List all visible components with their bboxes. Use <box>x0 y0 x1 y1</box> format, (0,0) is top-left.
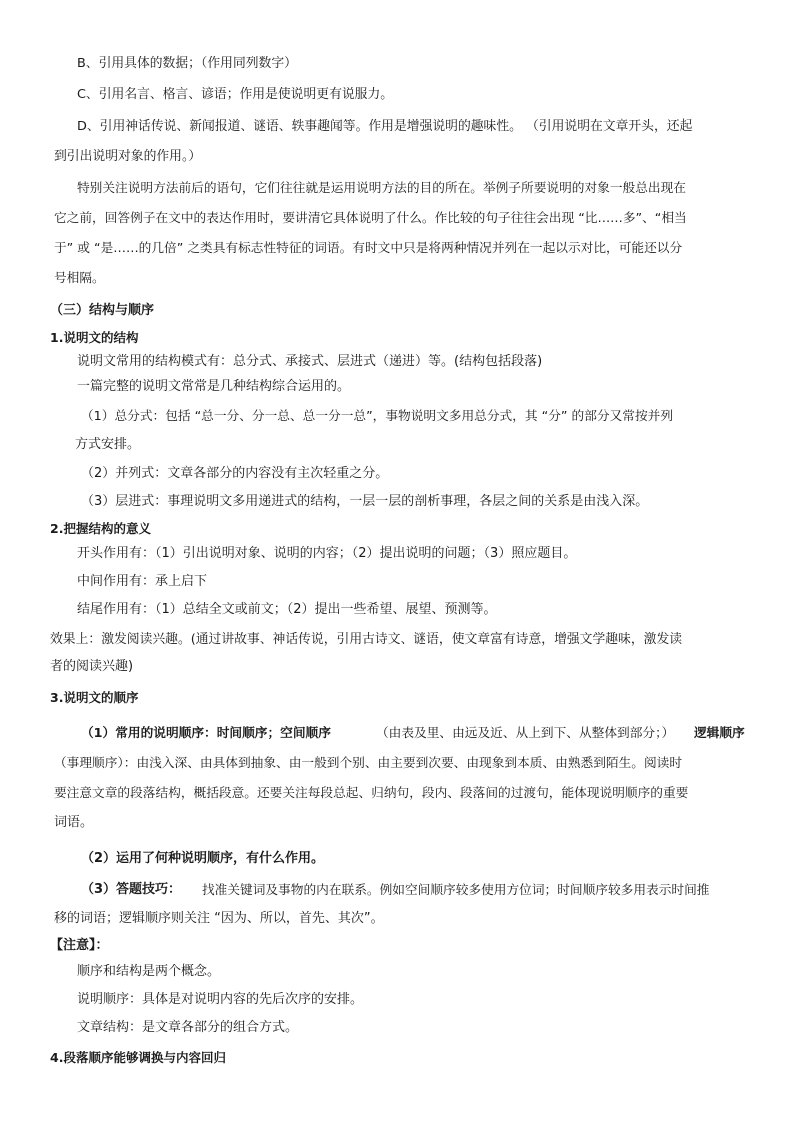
text-line: 结尾作用有：（1）总结全文或前文；（2）提出一些希望、展望、预测等。 <box>77 602 497 617</box>
text-line: （3）层进式：事理说明文多用递进式的结构，一层一层的剖析事理，各层之间的关系是由浅入深。 <box>81 494 649 509</box>
text-line-bold: （2）运用了何种说明顺序，有什么作用。 <box>81 851 325 866</box>
text-line: 一篇完整的说明文常常是几种结构综合运用的。 <box>77 379 351 394</box>
text-line-bold: （1）常用的说明顺序：时间顺序；空间顺序 <box>81 725 331 740</box>
text-line: C、引用名言、格言、谚语；作用是使说明更有说服力。 <box>77 87 394 102</box>
text-line: 到引出说明对象的作用。） <box>54 149 202 164</box>
text-line: 顺序和结构是两个概念。 <box>77 964 221 979</box>
text-line: 于” 或 “是……的几倍” 之类具有标志性特征的词语。有时文中只是将两种情况并列在一起以示对比，可能还以分 <box>54 240 683 255</box>
text-line: 说明文常用的结构模式有：总分式、承接式、层进式（递进）等。(结构包括段落) <box>77 354 543 369</box>
text-line: （2）并列式：文章各部分的内容没有主次轻重之分。 <box>81 466 389 481</box>
text-line: 文章结构：是文章各部分的组合方式。 <box>77 1020 299 1035</box>
section-heading: （三）结构与顺序 <box>50 303 155 318</box>
subsection-heading: 1.说明文的结构 <box>50 330 139 345</box>
text-line-bold: （3）答题技巧： <box>81 882 182 897</box>
text-line: 效果上：激发阅读兴趣。(通过讲故事、神话传说，引用古诗文、谜语，使文章富有诗意，增强文学趣味，激发读 <box>50 632 683 647</box>
text-line: 中间作用有：承上启下 <box>77 574 208 589</box>
text-line: （事理顺序）：由浅入深、由具体到抽象、由一般到个别、由主要到次要、由现象到本质、由熟悉到陌生。阅读时 <box>54 755 683 770</box>
text-line: B、引用具体的数据；（作用同列数字） <box>77 56 297 71</box>
text-line: 方式安排。 <box>75 437 141 452</box>
subsection-heading: 4.段落顺序能够调换与内容回归 <box>50 1050 226 1065</box>
text-line: 特别关注说明方法前后的语句，它们往往就是运用说明方法的目的所在。举例子所要说明的对象一般总出现在 <box>77 180 686 195</box>
text-line: 开头作用有：（1）引出说明对象、说明的内容；（2）提出说明的问题；（3）照应题目。 <box>77 546 577 561</box>
note-heading: 【注意】： <box>50 938 109 953</box>
text-line: 者的阅读兴趣) <box>50 659 134 674</box>
text-line: 找准关键词及事物的内在联系。例如空间顺序较多使用方位词；时间顺序较多用表示时间推 <box>202 882 710 897</box>
text-line: 移的词语；逻辑顺序则关注 “因为、所以，首先、其次”。 <box>54 911 384 926</box>
text-line-bold: 逻辑顺序 <box>694 725 745 740</box>
text-line: （1）总分式：包括 “总一分、分一总、总一分一总”，事物说明文多用总分式，其 “分” 的部分又常按并列 <box>81 408 674 423</box>
text-line: D、引用神话传说、新闻报道、谜语、轶事趣闻等。作用是增强说明的趣味性。 （引用说明在文章开头，还起 <box>77 119 693 134</box>
subsection-heading: 2.把握结构的意义 <box>50 521 151 536</box>
text-line: 号相隔。 <box>54 270 105 285</box>
text-line: 词语。 <box>54 815 94 830</box>
text-line: 说明顺序：具体是对说明内容的先后次序的安排。 <box>77 992 364 1007</box>
text-line: 要注意文章的段落结构，概括段意。还要关注每段总起、归纳句，段内、段落间的过渡句，能体现说明顺序的重要 <box>54 785 689 800</box>
text-line: （由表及里、由远及近、从上到下、从整体到部分；） <box>376 725 675 740</box>
text-line: 它之前，回答例子在文中的表达作用时，要讲清它具体说明了什么。作比较的句子往往会出现 “比……多”、“相当 <box>54 210 687 225</box>
subsection-heading: 3.说明文的顺序 <box>50 690 139 705</box>
